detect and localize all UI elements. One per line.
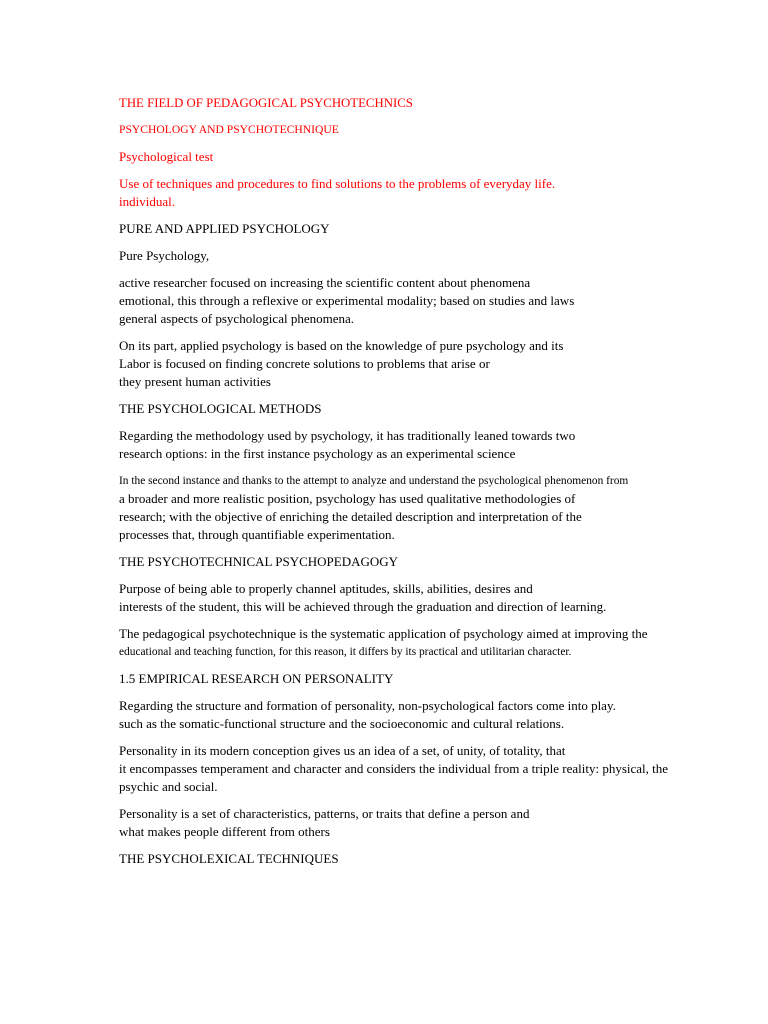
paragraph-title (119, 94, 719, 112)
paragraph-empirical-heading (119, 670, 719, 688)
text-line: Personality in its modern conception gives us an idea of a set, of unity, of totality, that (119, 743, 566, 758)
text-line: THE PSYCHOTECHNICAL PSYCHOPEDAGOGY (119, 554, 399, 569)
text-line: what makes people different from others (119, 824, 330, 839)
text-line: Purpose of being able to properly channel aptitudes, skills, abilities, desires and (119, 581, 533, 596)
text-line: Use of techniques and procedures to find solutions to the problems of everyday life. (119, 176, 556, 191)
text-line: research; with the objective of enriching the detailed description and interpretation of the (119, 509, 582, 524)
text-line: Regarding the structure and formation of personality, non-psychological factors come into play. (119, 698, 616, 713)
paragraph-active-researcher (119, 274, 719, 328)
text-line: PSYCHOLOGY AND PSYCHOTECHNIQUE (119, 123, 339, 136)
text-line: emotional, this through a reflexive or experimental modality; based on studies and laws (119, 293, 575, 308)
text-line: a broader and more realistic position, psychology has used qualitative methodologies of (119, 491, 576, 506)
text-line: Pure Psychology, (119, 248, 210, 263)
document-content (119, 94, 719, 868)
text-line: THE FIELD OF PEDAGOGICAL PSYCHOTECHNICS (119, 96, 413, 110)
text-line: 1.5 EMPIRICAL RESEARCH ON PERSONALITY (119, 671, 394, 686)
paragraph-psychopedagogy-heading (119, 553, 719, 571)
text-line: THE PSYCHOLEXICAL TECHNIQUES (119, 851, 339, 866)
paragraph-pure-applied-heading (119, 220, 719, 238)
text-line: such as the somatic-functional structure and the socioeconomic and cultural relations. (119, 716, 565, 731)
paragraph-psych-test (119, 148, 719, 166)
text-line: Psychological test (119, 149, 214, 164)
text-line: PURE AND APPLIED PSYCHOLOGY (119, 221, 330, 236)
paragraph-methodology (119, 427, 719, 463)
paragraph-applied-psychology (119, 337, 719, 391)
text-line: general aspects of psychological phenomena. (119, 311, 354, 326)
text-line: individual. (119, 194, 175, 209)
paragraph-personality-set (119, 805, 719, 841)
text-line: processes that, through quantifiable experimentation. (119, 527, 395, 542)
text-line: In the second instance and thanks to the attempt to analyze and understand the psychological phenomenon from (119, 475, 629, 487)
paragraph-pure-psychology (119, 247, 719, 265)
paragraph-purpose (119, 580, 719, 616)
paragraph-psycholexical-heading (119, 850, 719, 868)
text-line: The pedagogical psychotechnique is the systematic application of psychology aimed at improving the (119, 626, 648, 641)
text-line: educational and teaching function, for this reason, it differs by its practical and utilitarian character. (119, 646, 572, 658)
text-line: it encompasses temperament and character and considers the individual from a triple reality: physical, the (119, 761, 669, 776)
paragraph-subtitle (119, 121, 719, 139)
document-page (119, 94, 719, 877)
text-line: psychic and social. (119, 779, 218, 794)
text-line: Personality is a set of characteristics, patterns, or traits that define a person and (119, 806, 530, 821)
paragraph-structure-formation (119, 697, 719, 733)
text-line: they present human activities (119, 374, 271, 389)
paragraph-use-of-techniques (119, 175, 719, 211)
text-line: On its part, applied psychology is based on the knowledge of pure psychology and its (119, 338, 564, 353)
paragraph-methods-heading (119, 400, 719, 418)
text-line: Labor is focused on finding concrete solutions to problems that arise or (119, 356, 490, 371)
text-line: active researcher focused on increasing the scientific content about phenomena (119, 275, 531, 290)
text-line: Regarding the methodology used by psychology, it has traditionally leaned towards two (119, 428, 576, 443)
paragraph-second-instance (119, 472, 719, 544)
paragraph-pedagogical-psychotechnique (119, 625, 719, 661)
text-line: THE PSYCHOLOGICAL METHODS (119, 401, 322, 416)
text-line: interests of the student, this will be achieved through the graduation and direction of learning. (119, 599, 607, 614)
paragraph-modern-conception (119, 742, 719, 796)
text-line: research options: in the first instance psychology as an experimental science (119, 446, 516, 461)
